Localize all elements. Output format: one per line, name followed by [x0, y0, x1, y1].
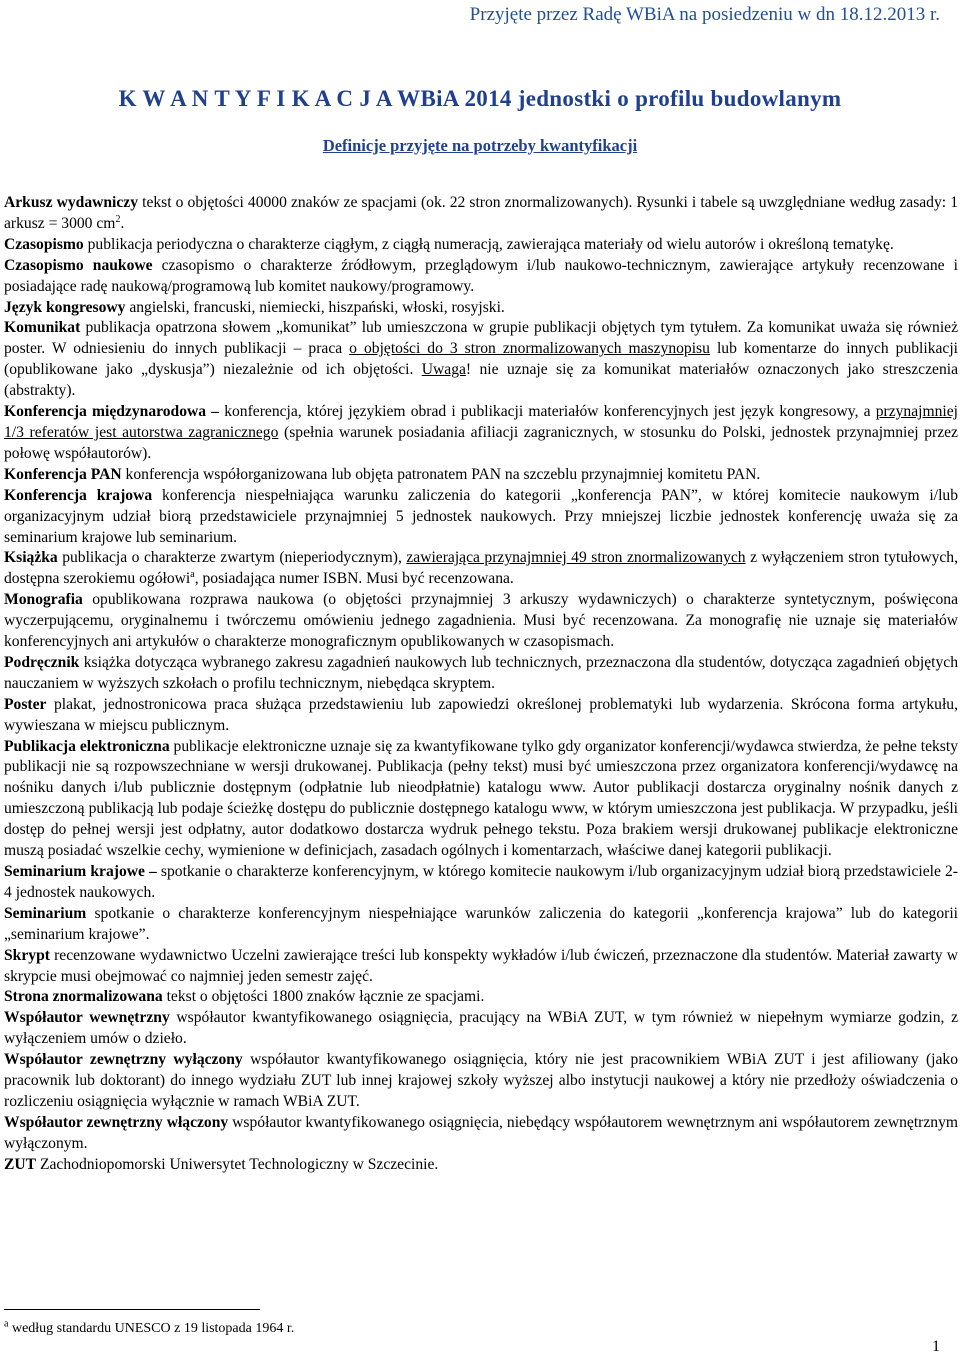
- definition-term: Współautor zewnętrzny wyłączony: [4, 1051, 243, 1069]
- underlined-text: zawierająca przynajmniej 49 stron znormalizowanych: [406, 549, 746, 567]
- definition-term: Konferencja międzynarodowa –: [4, 403, 220, 421]
- definition-publikacja-elektroniczna: [4, 737, 958, 862]
- definition-skrypt: [4, 946, 958, 988]
- definition-term: Komunikat: [4, 319, 81, 337]
- definition-term: Książka: [4, 549, 58, 567]
- definition-term: Język kongresowy: [4, 298, 126, 316]
- definition-term: Arkusz wydawniczy: [4, 194, 139, 211]
- definition-text-end: , posiadająca numer ISBN. Musi być recenzowana.: [194, 570, 514, 588]
- footnote: [4, 1318, 295, 1337]
- definition-text: konferencja współorganizowana lub objęta patronatem PAN na szczeblu przynajmniej komitetu PAN.: [121, 465, 761, 483]
- definition-text: angielski, francuski, niemiecki, hiszpański, włoski, rosyjski.: [125, 298, 505, 316]
- definition-wspolautor-zewnetrzny-wylaczony: [4, 1050, 958, 1113]
- definition-text: publikacje elektroniczne uznaje się za kwantyfikowane tylko gdy organizator konferencji/wydawca stwierdza, że pełne teksty publikacji nie są rozpowszechniane w wersji drukowanej. Publikacja (pełny tekst) musi być umieszczona przez organizatora konferencji/wydawcę na nośniku danych i/lub publicznie dostępnym (odpłatnie lub nieodpłatnie) katalogu www. Autor publikacji dostarcza oryginalny nośnik danych z umieszczoną publikacją lub podaje ścieżkę dostępu do publicznie dostępnego katalogu www, w którym umieszczona jest publikacja. W przypadku, jeśli dostęp do pełnej wersji jest odpłatny, autor dodatkowo dostarcza wydruk pełnego tekstu. Poza brakiem wersji drukowanej publikacje elektroniczne muszą posiadać wszelkie cechy, wymienione w definicjach, zasadach ogólnych i komentarzach, właściwe danej kategorii publikacji.: [4, 737, 958, 860]
- definition-monografia: [4, 590, 958, 653]
- definition-text: opublikowana rozprawa naukowa (o objętości przynajmniej 3 arkuszy wydawniczych) o charakterze syntetycznym, poświęcona wyczerpującemu, oryginalnemu i twórczemu omówieniu jednego zagadnienia. Musi być recenzowana. Za monografię nie uznaje się materiałów konferencyjnych ani artykułów o charakterze monograficznym opublikowanych w czasopismach.: [4, 591, 958, 651]
- definition-seminarium-krajowe: [4, 862, 958, 904]
- underlined-text: Uwaga: [421, 361, 466, 379]
- definition-term: Seminarium: [4, 904, 87, 922]
- definition-text: plakat, jednostronicowa praca służąca przedstawieniu lub zapowiedzi określonej problematyki lub wydarzenia. Skrócona forma artykułu, wywieszana w miejscu publicznym.: [4, 695, 958, 734]
- definition-wspolautor-zewnetrzny-wlaczony: [4, 1113, 958, 1155]
- definition-term: Publikacja elektroniczna: [4, 737, 170, 755]
- definition-text: tekst o objętości 1800 znaków łącznie ze spacjami.: [162, 988, 485, 1006]
- definition-czasopismo-naukowe: [4, 256, 958, 298]
- definition-text: współautor kwantyfikowanego osiągnięcia, niebędący współautorem wewnętrznym ani współautorem zewnętrznym wyłączonym.: [4, 1113, 959, 1152]
- definition-term: Skrypt: [4, 946, 50, 964]
- definition-text: czasopismo o charakterze źródłowym, przeglądowym i/lub naukowo-technicznym, zawierające artykuły recenzowane i posiadające radę naukową/programową lub komitet naukowy/programowy.: [4, 256, 958, 295]
- document-title: K W A N T Y F I K A C J A WBiA 2014 jednostki o profilu budowlanym: [118, 86, 842, 111]
- definition-text: współautor kwantyfikowanego osiągnięcia, który nie jest pracownikiem WBiA ZUT i jest afiliowany (jako pracownik lub doktorant) do innego wydziału ZUT lub innej krajowej szkoły wyższej albo instytucji naukowej a który nie przedłoży oświadczenia o rozliczeniu osiągnięcia wyłącznie w ramach WBiA ZUT.: [4, 1051, 959, 1110]
- definition-term: Czasopismo: [4, 235, 84, 253]
- definition-text: publikacja o charakterze zwartym (nieperiodycznym),: [57, 549, 407, 567]
- underlined-text: przynajmniej 1/3 referatów jest autorstwa zagranicznego: [4, 403, 958, 441]
- definition-zut: [4, 1155, 958, 1176]
- footnote-separator: [4, 1309, 260, 1310]
- definition-strona-znormalizowana: [4, 987, 958, 1008]
- definition-czasopismo: [4, 235, 958, 256]
- definition-term: Współautor wewnętrzny: [4, 1009, 170, 1027]
- definition-text: współautor kwantyfikowanego osiągnięcia, pracujący na WBiA ZUT, w tym również w niepełnym wymiarze godzin, z wyłączeniem umów o dzieło.: [4, 1009, 958, 1048]
- definition-term: Monografia: [4, 591, 83, 609]
- definition-wspolautor-wewnetrzny: [4, 1008, 958, 1050]
- definition-text: konferencja niespełniająca warunku zaliczenia do kategorii „konferencja PAN”, w której komitecie naukowym i/lub organizacyjnym udział biorą przedstawiciele przynajmniej 5 jednostek naukowych. Przy mniejszej liczbie jednostek konferencję uważa się za seminarium krajowe lub seminarium.: [4, 486, 958, 546]
- definition-term: Konferencja PAN: [4, 465, 122, 483]
- underlined-text: o objętości do 3 stron znormalizowanych maszynopisu: [349, 340, 710, 358]
- definition-konferencja-miedzynarodowa: [4, 402, 958, 465]
- definition-text-end: ! nie uznaje się za komunikat materiałów oznaczonych jako streszczenia (abstrakty).: [4, 361, 958, 400]
- definition-text: spotkanie o charakterze konferencyjnym, w którego komitecie naukowym i/lub organizacyjnym udział biorą przedstawiciele 2-4 jednostek naukowych.: [4, 863, 958, 901]
- definition-text: konferencja, której językiem obrad i publikacji materiałów konferencyjnych jest język kongresowy, a: [219, 403, 876, 421]
- definition-ksiazka: [4, 548, 958, 590]
- definition-text: publikacja opatrzona słowem „komunikat” lub umieszczona w grupie publikacji objętych tym tytułem. Za komunikat uważa się również poster. W odniesieniu do innych publikacji – praca: [4, 319, 958, 358]
- definition-text: tekst o objętości 40000 znaków ze spacjami (ok. 22 stron znormalizowanych). Rysunki i tabele są uwzględniane według zasady: 1 arkusz = 3000 cm: [4, 194, 958, 232]
- footnote-marker: a: [190, 569, 195, 581]
- page-number: 1: [932, 1338, 940, 1355]
- superscript: 2: [115, 213, 121, 225]
- definition-term: Współautor zewnętrzny włączony: [4, 1113, 229, 1131]
- definition-text: publikacja periodyczna o charakterze ciągłym, z ciągłą numeracją, zawierająca materiały od wielu autorów i określoną tematykę.: [83, 235, 894, 253]
- header-note: Przyjęte przez Radę WBiA na posiedzeniu w dn 18.12.2013 r.: [469, 4, 940, 25]
- definition-term: ZUT: [4, 1155, 37, 1173]
- footnote-text: według standardu UNESCO z 19 listopada 1964 r.: [8, 1321, 295, 1336]
- definition-term: Podręcznik: [4, 653, 80, 671]
- definition-term: Czasopismo naukowe: [4, 256, 153, 274]
- definitions-list: [4, 193, 958, 1176]
- definition-text: spotkanie o charakterze konferencyjnym niespełniające warunków zaliczenia do kategorii „konferencja krajowa” lub do kategorii „seminarium krajowe”.: [4, 904, 958, 943]
- definition-text-cont: z wyłączeniem stron tytułowych, dostępna szerokiemu ogółowi: [4, 549, 958, 588]
- definition-komunikat: [4, 318, 958, 402]
- definition-text: książka dotycząca wybranego zakresu zagadnień naukowych lub technicznych, przeznaczona dla studentów, dotycząca zagadnień objętych nauczaniem w wyższych szkołach o profilu technicznym, niebędąca skryptem.: [4, 653, 958, 692]
- definition-term: Konferencja krajowa: [4, 486, 153, 504]
- definition-seminarium: [4, 904, 958, 946]
- definition-arkusz-wydawniczy: [4, 193, 958, 235]
- footnote-marker: a: [4, 1318, 9, 1330]
- definition-text: Zachodniopomorski Uniwersytet Technologiczny w Szczecinie.: [36, 1155, 439, 1173]
- document-subtitle: Definicje przyjęte na potrzeby kwantyfikacji: [322, 136, 638, 155]
- definition-text-end: (spełnia warunek posiadania afiliacji zagranicznych, w stosunku do Polski, jednostek przynajmniej przez połowę współautorów).: [4, 423, 958, 462]
- definition-text: recenzowane wydawnictwo Uczelni zawierające treści lub konspekty wykładów i/lub ćwiczeń, przeznaczone dla studentów. Materiał zawarty w skrypcie musi obejmować co najmniej jeden semestr zajęć.: [4, 946, 958, 985]
- definition-poster: [4, 695, 958, 737]
- definition-jezyk-kongresowy: [4, 298, 958, 319]
- definition-podrecznik: [4, 653, 958, 695]
- definition-konferencja-pan: [4, 465, 958, 486]
- definition-text-cont: lub komentarze do innych publikacji (opublikowane jako „dyskusja”) niezależnie od ich objętości.: [4, 340, 959, 379]
- definition-text-end: .: [120, 214, 125, 232]
- definition-term: Strona znormalizowana: [4, 988, 163, 1006]
- definition-term: Poster: [4, 695, 47, 713]
- definition-term: Seminarium krajowe –: [4, 863, 157, 880]
- definition-konferencja-krajowa: [4, 486, 958, 549]
